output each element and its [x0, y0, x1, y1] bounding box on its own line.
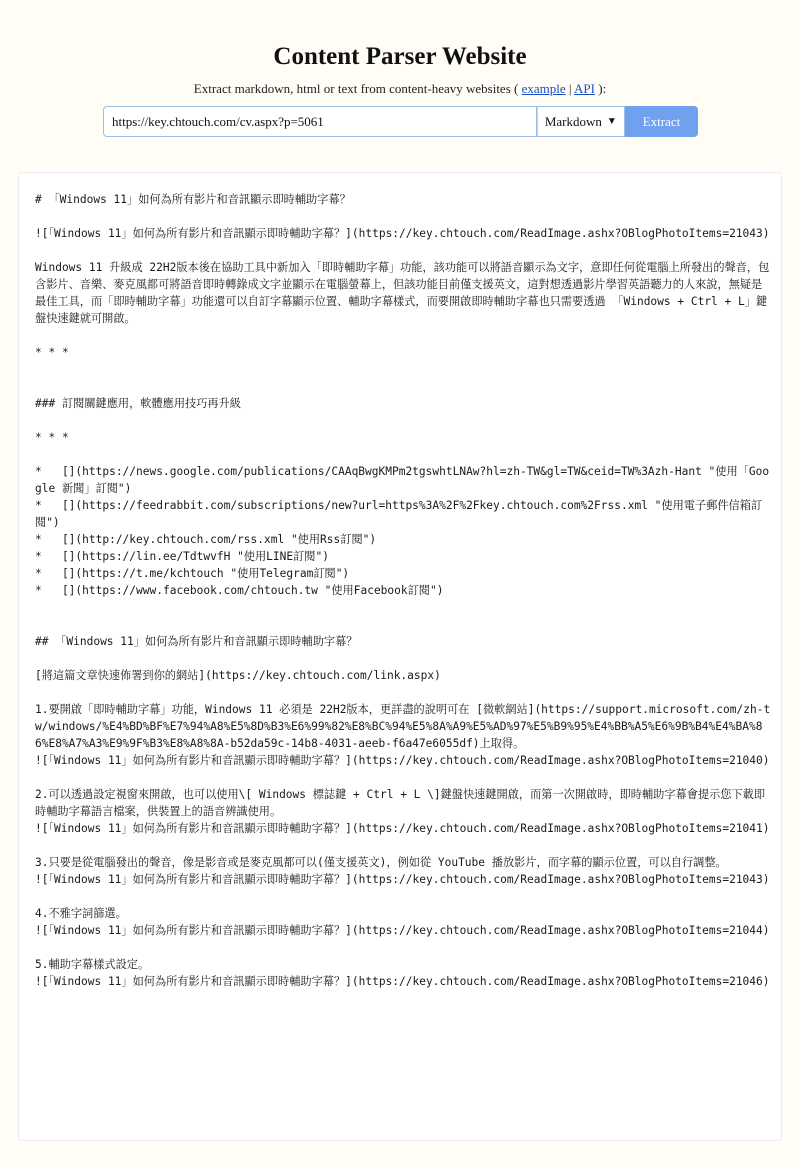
subtitle-separator: |: [568, 81, 572, 96]
page-title: Content Parser Website: [273, 43, 527, 70]
format-select[interactable]: [537, 106, 625, 137]
example-link[interactable]: example: [521, 81, 566, 96]
format-select-value: Markdown: [544, 113, 602, 129]
output-panel[interactable]: [18, 172, 782, 1141]
output-text[interactable]: # 「Windows 11」如何為所有影片和音訊顯示即時輔助字幕？ ![「Windows 11」如何為所有影片和音訊顯示即時輔助字幕？](https://key.chtouch.com/ReadImage.ashx?OBlogPhotoItems=21043) Windows 11 升級成 22H2版本後在協助工具中新加入「即時輔助字幕」功能，該功能可以將語音顯示為文字，意即任何從電腦上所發出的聲音，包含影片、音樂、麥克風都可將語音即時轉錄成文字並顯示在電腦螢幕上，但該功能目前僅支援英文，這對想透過影片學習英語聽力的人來說，無疑是最佳工具，而「即時輔助字幕」功能還可以自訂字幕顯示位置、輔助字幕樣式，而要開啟即時輔助字幕也只需要透過 「Windows + Ctrl + L」鍵盤快速鍵就可開啟。 * * * ### 訂閱關鍵應用，軟體應用技巧再升級 * * * * [](https://news.google.com/publications/CAAqBwgKMPm2tgswhtLNAw?hl=zh-TW&gl=TW&ceid=TW%3Azh-Hant "使用「Google 新聞」訂閱") * [](https://feedrabbit.com/subscriptions/new?url=https%3A%2F%2Fkey.chtouch.com%2Frss.xml "使用電子郵件信箱訂閱") * [](http://key.chtouch.com/rss.xml "使用Rss訂閱") * [](https://lin.ee/TdtwvfH "使用LINE訂閱") * [](https://t.me/kchtouch "使用Telegram訂閱") * [](https://www.facebook.com/chtouch.tw "使用Facebook訂閱") ## 「Windows 11」如何為所有影片和音訊顯示即時輔助字幕？ [將這篇文章快速佈署到你的網站](https://key.chtouch.com/link.aspx) 1.要開啟「即時輔助字幕」功能，Windows 11 必須是 22H2版本，更詳盡的說明可在 [微軟網站](https://support.microsoft.com/zh-tw/windows/%E4%BD%BF%E7%94%A8%E5%8D%B3%E6%99%82%E8%BC%94%E5%8A%A9%E5%AD%97%E5%B9%95%E4%BB%A5%E6%9B%B4%E4%BA%86%E8%A7%A3%E9%9F%B3%E8%A8%8A-b52da59c-14b8-4031-aeeb-f6a47e6055df)上取得。 ![「Windows 11」如何為所有影片和音訊顯示即時輔助字幕？](https://key.chtouch.com/ReadImage.ashx?OBlogPhotoItems=21040) 2.可以透過設定視窗來開啟，也可以使用\[ Windows 標誌鍵 + Ctrl + L \]鍵盤快速鍵開啟，而第一次開啟時，即時輔助字幕會提示您下載即時輔助字幕語言檔案，供裝置上的語音辨識使用。 ![「Windows 11」如何為所有影片和音訊顯示即時輔助字幕？](https://key.chtouch.com/ReadImage.ashx?OBlogPhotoItems=21041) 3.只要是從電腦發出的聲音，像是影音或是麥克風都可以(僅支援英文)，例如從 YouTube 播放影片，而字幕的顯示位置，可以自行調整。 ![「Windows 11」如何為所有影片和音訊顯示即時輔助字幕？](https://key.chtouch.com/ReadImage.ashx?OBlogPhotoItems=21043) 4.不雅字詞篩選。 ![「Windows 11」如何為所有影片和音訊顯示即時輔助字幕？](https://key.chtouch.com/ReadImage.ashx?OBlogPhotoItems=21044) 5.輔助字幕樣式設定。 ![「Windows 11」如何為所有影片和音訊顯示即時輔助字幕？](https://key.chtouch.com/ReadImage.ashx?OBlogPhotoItems=21046): [35, 193, 771, 988]
page-subtitle: [0, 81, 800, 97]
api-link[interactable]: API: [574, 81, 595, 96]
subtitle-suffix: ):: [598, 81, 607, 96]
chevron-down-icon: ▼: [606, 116, 617, 127]
url-input[interactable]: [103, 106, 537, 137]
parser-form: [103, 106, 698, 137]
extract-button[interactable]: Extract: [625, 106, 698, 137]
subtitle-prefix: Extract markdown, html or text from content-heavy websites (: [193, 81, 519, 96]
page-header: [0, 0, 800, 97]
